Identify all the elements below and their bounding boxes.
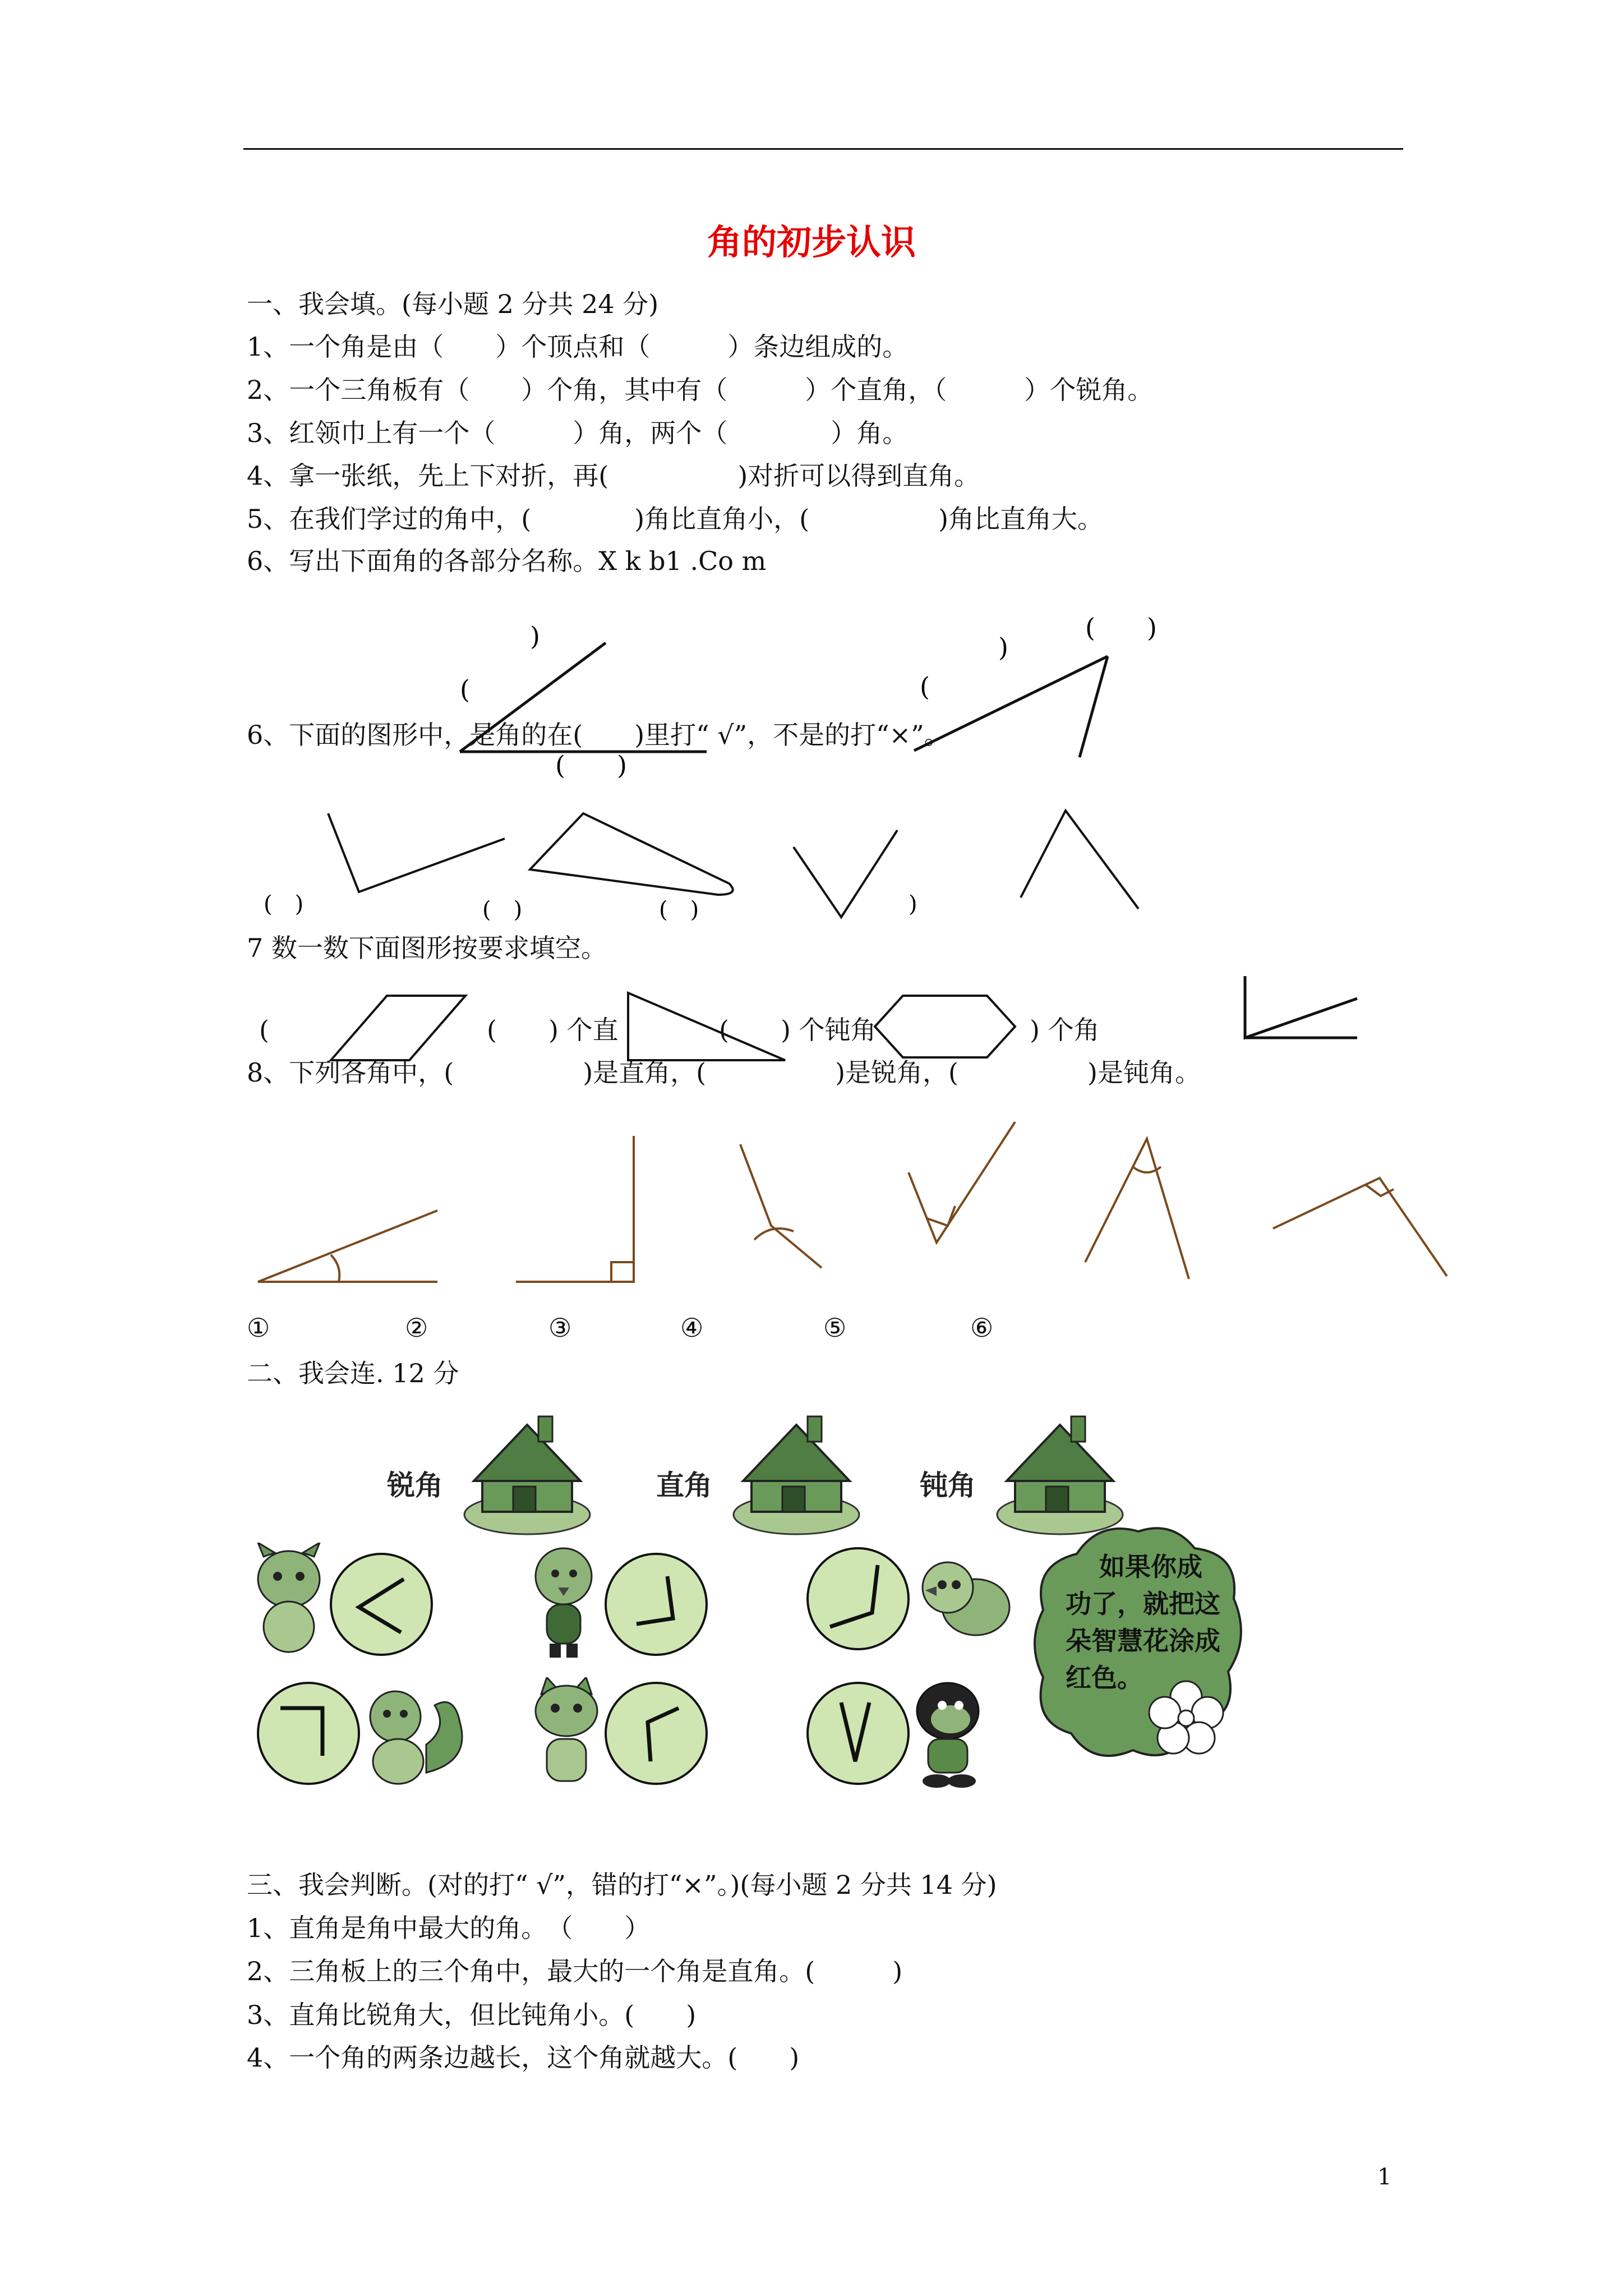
top-rule — [243, 148, 1403, 150]
cartoon-chick-icon — [527, 1543, 600, 1660]
house-icon — [460, 1408, 594, 1537]
judge-2: 2、三角板上的三个角中，最大的一个角是直角。( ) — [247, 1956, 903, 1986]
cartoon-cat-icon — [527, 1677, 606, 1789]
question-7: 7 数一数下面图形按要求填空。 — [247, 933, 607, 963]
q7-label-d: ) 个角 — [1030, 1015, 1100, 1045]
flower-text-line-3: 朵智慧花涂成 — [1066, 1626, 1220, 1656]
angle-clock-1[interactable] — [325, 1548, 437, 1660]
angle-clock-2[interactable] — [600, 1548, 712, 1660]
flower-text-line-4: 红色。 — [1066, 1663, 1143, 1693]
q7-label-c: ( ) 个钝角 — [719, 1015, 877, 1045]
question-8: 8、下列各角中，( )是直角，( )是锐角，( )是钝角。 — [247, 1057, 1201, 1088]
question-1: 1、一个角是由（ ）个顶点和（ ）条边组成的。 — [247, 332, 909, 362]
svg-text:(: ( — [460, 674, 470, 705]
angle-clock-4[interactable] — [252, 1677, 365, 1789]
white-flower-icon[interactable] — [1144, 1677, 1228, 1761]
question-3: 3、红领巾上有一个（ ）角，两个（ ）角。 — [247, 418, 909, 448]
cartoon-squirrel-icon — [359, 1683, 471, 1789]
house-icon — [729, 1408, 864, 1537]
classify-angles-figures — [247, 1111, 1481, 1296]
house-label-right: 直角 — [656, 1469, 712, 1502]
svg-text:( ): ( ) — [659, 897, 699, 923]
angle-number-4: ④ — [680, 1313, 704, 1343]
svg-text:( ): ( ) — [482, 897, 523, 923]
cartoon-bird-icon — [914, 1554, 1015, 1644]
question-4: 4、拿一张纸，先上下对折，再( )对折可以得到直角。 — [247, 461, 980, 491]
question-5: 5、在我们学过的角中，( )角比直角小，( )角比直角大。 — [247, 504, 1104, 534]
svg-text:): ) — [998, 632, 1008, 662]
section-2-heading: 二、我会连. 12 分 — [247, 1358, 459, 1388]
svg-text:( ): ( ) — [1085, 613, 1157, 643]
page-number: 1 — [1377, 2164, 1392, 2190]
angle-number-6: ⑥ — [970, 1313, 994, 1343]
flower-text — [1066, 1548, 1234, 1696]
flower-text-line-2: 功了，就把这 — [1066, 1589, 1220, 1619]
cartoon-dragon-icon — [247, 1543, 331, 1655]
svg-text:): ) — [530, 621, 540, 651]
angle-clock-5[interactable] — [600, 1677, 712, 1789]
angle-clock-6[interactable] — [802, 1677, 914, 1789]
judge-1: 1、直角是角中最大的角。 （ ） — [247, 1913, 651, 1943]
angle-number-3: ③ — [548, 1313, 572, 1343]
angle-number-1: ① — [247, 1313, 270, 1343]
house-label-obtuse: 钝角 — [920, 1469, 976, 1502]
question-2: 2、一个三角板有（ ）个角，其中有（ ）个直角，（ ）个锐角。 — [247, 375, 1154, 405]
judge-4: 4、一个角的两条边越长，这个角就越大。( ) — [247, 2042, 800, 2073]
angle-number-2: ② — [405, 1313, 428, 1343]
cartoon-dog-icon — [909, 1677, 998, 1789]
svg-text:(: ( — [920, 671, 930, 702]
section-1-heading: 一、我会填。(每小题 2 分共 24 分) — [247, 289, 659, 319]
q7-label-b: ( ) 个直 — [487, 1015, 619, 1045]
angle-clock-3[interactable] — [802, 1543, 914, 1655]
question-6: 6、写出下面角的各部分名称。X k b1 .Co m — [247, 546, 767, 576]
angle-number-5: ⑤ — [823, 1313, 847, 1343]
svg-text:( ): ( ) — [555, 750, 627, 780]
svg-text:): ) — [909, 891, 917, 917]
svg-text:( ): ( ) — [264, 891, 304, 917]
q7-label-a: ( — [259, 1015, 269, 1045]
flower-text-line-1: 如果你成 — [1099, 1552, 1202, 1582]
judge-3: 3、直角比锐角大，但比钝角小。( ) — [247, 2000, 697, 2030]
page-title: 角的初步认识 — [707, 222, 916, 263]
section-3-heading: 三、我会判断。(对的打“ √”，错的打“×”。)(每小题 2 分共 14 分) — [247, 1870, 997, 1900]
question-6b: 6、下面的图形中，是角的在( )里打“ √”，不是的打“×”。 — [247, 720, 950, 750]
house-label-acute: 锐角 — [387, 1469, 443, 1502]
angle-parts-figures — [426, 611, 1239, 780]
is-angle-figures — [247, 797, 1172, 926]
